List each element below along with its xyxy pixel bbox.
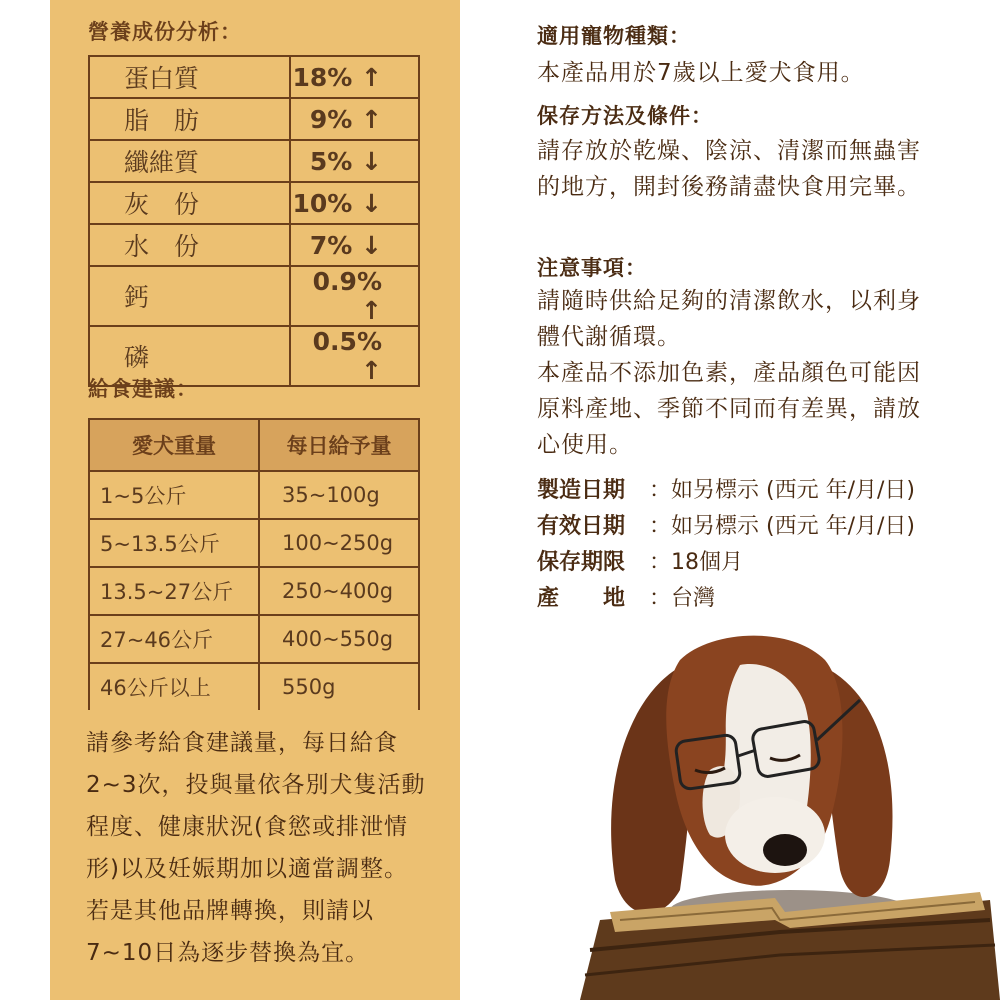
storage-heading: 保存方法及條件： [537,104,713,128]
daily-amount: 400~550g [259,615,419,663]
pet-type-heading: 適用寵物種類： [537,24,691,48]
nutrient-value: 9% ↑ [290,98,419,140]
info-row-mfg [537,470,987,506]
table-row [89,663,419,710]
nutrient-name: 纖維質 [89,140,290,182]
nutrient-value: 7% ↓ [290,224,419,266]
daily-amount: 550g [259,663,419,710]
dog-weight: 27~46公斤 [89,615,259,663]
nutrient-value: 5% ↓ [290,140,419,182]
table-row [89,224,419,266]
separator: ： [649,513,672,539]
caution-heading: 注意事項： [537,256,647,280]
nutrient-name: 蛋白質 [89,56,290,98]
nutrient-value: 10% ↓ [290,182,419,224]
nutrient-name: 鈣 [89,266,290,326]
daily-amount: 35~100g [259,471,419,519]
caution-text-1: 請隨時供給足夠的清潔飲水，以利身體代謝循環。 [537,288,921,350]
table-row [89,615,419,663]
dog-weight: 1~5公斤 [89,471,259,519]
origin-label: 產 地 [537,585,626,611]
nutrition-table [88,55,420,387]
table-row [89,140,419,182]
feeding-heading: 給食建議： [88,377,198,401]
nutrient-value: 18% ↑ [290,56,419,98]
origin-value: 台灣 [671,585,716,611]
table-row [89,471,419,519]
nutrient-value: 0.9% ↑ [290,266,419,326]
feeding-note: 請參考給食建議量，每日給食2~3次，投與量依各別犬隻活動程度、健康狀況(食慾或排泄情形)以及妊娠期加以適當調整。若是其他品牌轉換，則請以7~10日為逐步替換為宜。 [86,730,426,966]
info-row-shelf [537,542,987,578]
storage-text: 請存放於乾燥、陰涼、清潔而無蟲害的地方，開封後務請盡快食用完畢。 [537,138,921,200]
nutrient-name: 脂 肪 [89,98,290,140]
table-row [89,182,419,224]
info-row-origin [537,578,987,614]
nutrition-heading: 營養成份分析： [88,20,242,44]
dog-weight: 5~13.5公斤 [89,519,259,567]
dog-weight: 13.5~27公斤 [89,567,259,615]
table-header-row [89,419,419,471]
product-info [537,470,987,614]
table-row [89,266,419,326]
nutrient-name: 灰 份 [89,182,290,224]
column-header-amount: 每日給予量 [259,419,419,471]
separator: ： [649,585,672,611]
info-row-exp [537,506,987,542]
caution-text-2: 本產品不添加色素，產品顏色可能因原料產地、季節不同而有差異，請放心使用。 [537,360,921,458]
table-row [89,98,419,140]
mfg-value: 如另標示 (西元 年/月/日) [671,477,915,503]
daily-amount: 100~250g [259,519,419,567]
nutrient-name: 水 份 [89,224,290,266]
column-header-weight: 愛犬重量 [89,419,259,471]
table-row [89,567,419,615]
pet-type-text: 本產品用於7歲以上愛犬食用。 [537,60,865,86]
shelf-value: 18個月 [671,549,743,575]
nutrient-value: 0.5% ↑ [290,326,419,386]
daily-amount: 250~400g [259,567,419,615]
table-row [89,519,419,567]
separator: ： [649,549,672,575]
dog-weight: 46公斤以上 [89,663,259,710]
exp-label: 有效日期 [537,513,626,539]
dog-reading-book-image [560,620,1000,1000]
exp-value: 如另標示 (西元 年/月/日) [671,513,915,539]
shelf-label: 保存期限 [537,549,626,575]
feeding-table [88,418,420,710]
table-row [89,56,419,98]
mfg-label: 製造日期 [537,477,626,503]
separator: ： [649,477,672,503]
nutrient-name: 磷 [89,326,290,386]
